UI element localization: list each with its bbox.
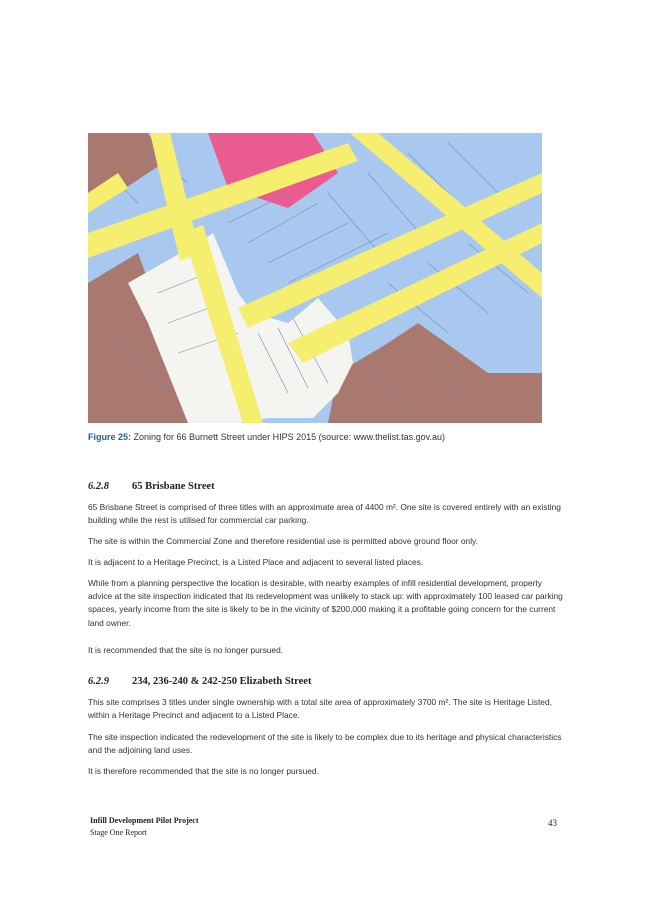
paragraph: It is recommended that the site is no longer pursued. (88, 645, 284, 655)
caption-label: Figure 25: (88, 432, 132, 442)
paragraph: It is adjacent to a Heritage Precinct, is a Listed Place and adjacent to several listed places. (88, 557, 424, 567)
footer-title: Infill Development Pilot Project (90, 816, 199, 825)
paragraph: This site comprises 3 titles under single ownership with a total site area of approximately 3700 m². The site is Heritage Listed, within a Heritage Precinct and adjacent to a Listed Place. (88, 697, 552, 721)
section-heading-628 (88, 481, 215, 492)
footer-subtitle: Stage One Report (90, 828, 147, 837)
section-heading-629 (88, 676, 311, 687)
paragraph: 65 Brisbane Street is comprised of three titles with an approximate area of 4400 m². One site is covered entirely with an existing building while the rest is utilised for commercial car parking. (88, 502, 561, 526)
caption-text: Zoning for 66 Burnett Street under HIPS 2015 (source: www.thelist.tas.gov.au) (131, 432, 446, 442)
paragraph: The site is within the Commercial Zone and therefore residential use is permitted above ground floor only. (88, 536, 478, 546)
section-title: 65 Brisbane Street (132, 481, 215, 492)
zoning-map (88, 133, 542, 423)
zoning-map-graphic (88, 133, 542, 423)
section-title: 234, 236-240 & 242-250 Elizabeth Street (132, 676, 312, 687)
section-number: 6.2.9 (88, 676, 109, 687)
paragraph: The site inspection indicated the redevelopment of the site is likely to be complex due to its heritage and physical characteristics and the adjoining land uses. (88, 732, 562, 756)
paragraph: While from a planning perspective the location is desirable, with nearby examples of infill residential development, property advice at the site inspection indicated that its redevelopment was unlikely to stack up: with approximately 100 leased car parking spaces, yearly income from the site is likely to be in the vicinity of $200,000 making it a profitable going concern for the current land owner. (88, 578, 563, 628)
page-number: 43 (548, 818, 557, 828)
section-number: 6.2.8 (88, 481, 109, 492)
paragraph: It is therefore recommended that the site is no longer pursued. (88, 766, 319, 776)
figure-caption (88, 432, 568, 442)
